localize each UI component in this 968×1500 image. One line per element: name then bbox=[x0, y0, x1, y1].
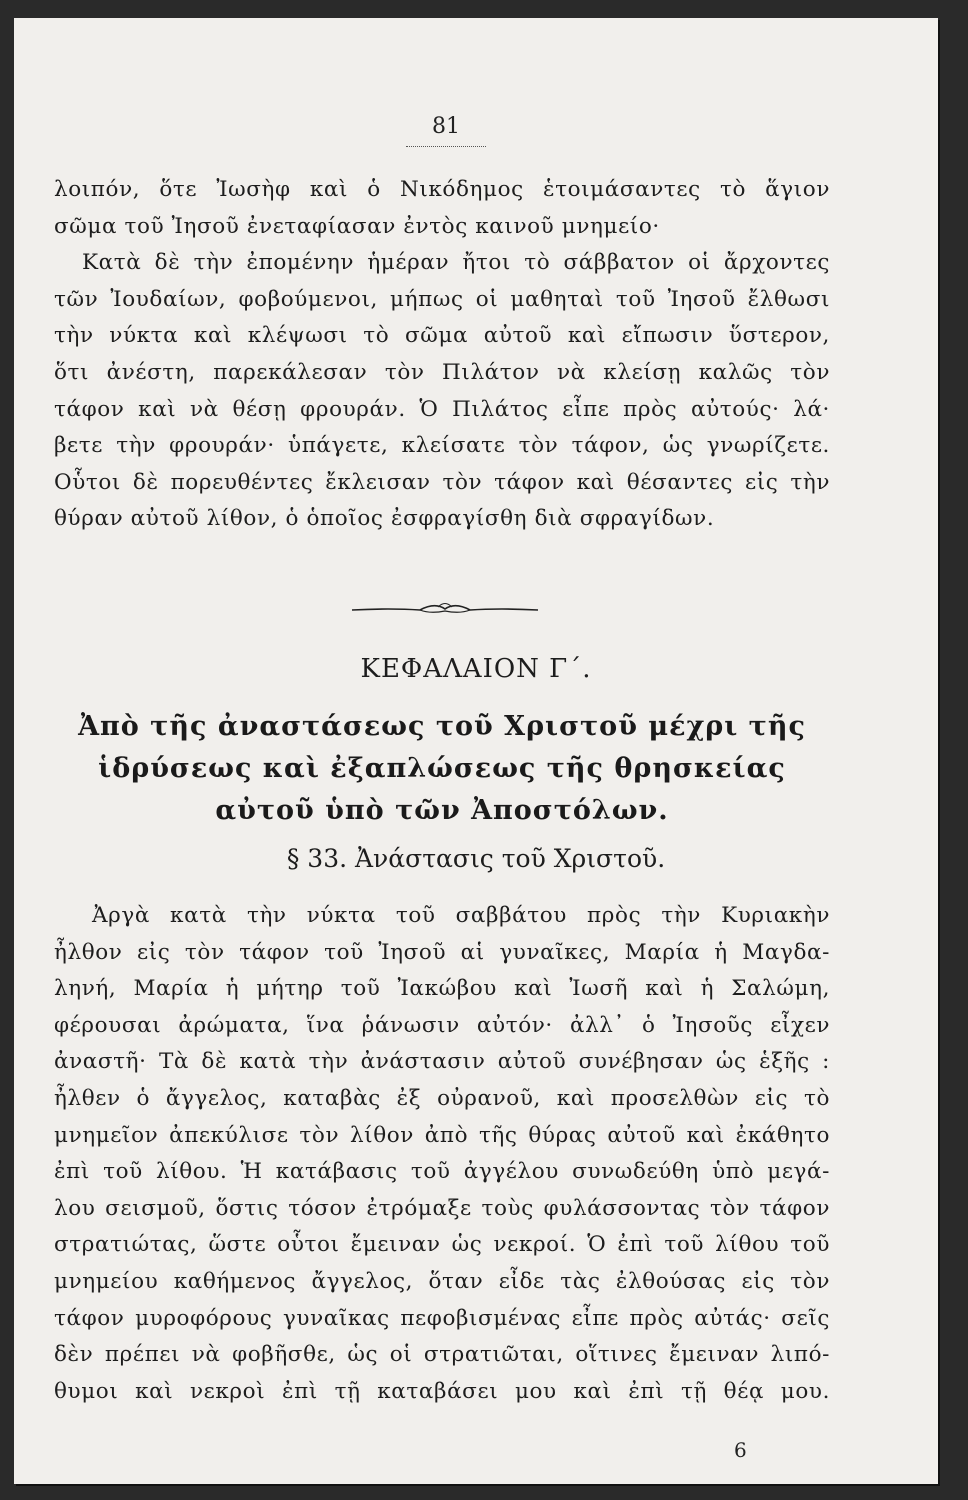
text-line: μνημεῖον ἀπεκύλισε τὸν λίθον ἀπὸ τῆς θύρας αὐτοῦ καὶ ἐκάθητο bbox=[54, 1122, 830, 1148]
opening-paragraphs bbox=[54, 172, 830, 538]
text-line: τὴν νύκτα καὶ κλέψωσι τὸ σῶμα αὐτοῦ καὶ εἴπωσιν ὕστερον, bbox=[54, 323, 830, 349]
book-page bbox=[14, 18, 938, 1484]
text-line: ἦλθεν ὁ ἄγγελος, καταβὰς ἐξ οὐρανοῦ, καὶ προσελθὼν εἰς τὸ bbox=[54, 1085, 830, 1111]
chapter-title-line: αὐτοῦ ὑπὸ τῶν Ἀποστόλων. bbox=[215, 795, 669, 826]
text-line: θύραν αὐτοῦ λίθον, ὁ ὁποῖος ἐσφραγίσθη διὰ σφραγίδων. bbox=[54, 506, 715, 532]
text-line: ἐπὶ τοῦ λίθου. Ἡ κατάβασις τοῦ ἀγγέλου συνωδεύθη ὑπὸ μεγά- bbox=[54, 1159, 830, 1185]
page-number: 81 bbox=[432, 114, 460, 139]
text-line: φέρουσαι ἀρώματα, ἵνα ῥάνωσιν αὐτόν· ἀλλ᾽ ὁ Ἰησοῦς εἶχεν bbox=[54, 1012, 830, 1038]
text-line: ἦλθον εἰς τὸν τάφον τοῦ Ἰησοῦ αἱ γυναῖκες, Μαρία ἡ Μαγδα- bbox=[54, 939, 830, 965]
chapter-title bbox=[54, 706, 830, 832]
page-number-rule bbox=[406, 146, 486, 147]
chapter-title-line: Ἀπὸ τῆς ἀναστάσεως τοῦ Χριστοῦ μέχρι τῆς bbox=[78, 711, 806, 742]
text-line: ἀναστῆ· Τὰ δὲ κατὰ τὴν ἀνάστασιν αὐτοῦ συνέβησαν ὡς ἑξῆς : bbox=[54, 1049, 830, 1075]
text-line: σῶμα τοῦ Ἰησοῦ ἐνεταφίασαν ἐντὸς καινοῦ μνημείο· bbox=[54, 213, 660, 239]
ornamental-divider bbox=[350, 598, 540, 620]
text-line: Κατὰ δὲ τὴν ἐπομένην ἡμέραν ἤτοι τὸ σάββατον οἱ ἄρχοντες bbox=[82, 250, 830, 276]
text-line: τῶν Ἰουδαίων, φοβούμενοι, μήπως οἱ μαθηταὶ τοῦ Ἰησοῦ ἔλθωσι bbox=[54, 286, 830, 312]
text-line: μνημείου καθήμενος ἄγγελος, ὅταν εἶδε τὰς ἐλθούσας εἰς τὸν bbox=[54, 1268, 830, 1294]
text-line: λου σεισμοῦ, ὅστις τόσον ἐτρόμαξε τοὺς φυλάσσοντας τὸν τάφον bbox=[54, 1195, 830, 1221]
chapter-label: ΚΕΦΑΛΑΙΟΝ Γ΄. bbox=[360, 654, 592, 684]
text-line: θυμοι καὶ νεκροὶ ἐπὶ τῇ καταβάσει μου καὶ ἐπὶ τῇ θέᾳ μου. bbox=[54, 1378, 830, 1404]
text-line: στρατιώτας, ὥστε οὗτοι ἔμειναν ὡς νεκροί. Ὁ ἐπὶ τοῦ λίθου τοῦ bbox=[54, 1232, 830, 1258]
text-line: ληνή, Μαρία ἡ μήτηρ τοῦ Ἰακώβου καὶ Ἰωσῆ καὶ ἡ Σαλώμη, bbox=[54, 976, 830, 1002]
section-body bbox=[54, 898, 830, 1410]
text-line: τάφον μυροφόρους γυναῖκας πεφοβισμένας εἶπε πρὸς αὐτάς· σεῖς bbox=[54, 1305, 830, 1331]
text-line: Οὗτοι δὲ πορευθέντες ἔκλεισαν τὸν τάφον καὶ θέσαντες εἰς τὴν bbox=[54, 469, 830, 495]
text-line: Ἀργὰ κατὰ τὴν νύκτα τοῦ σαββάτου πρὸς τὴν Κυριακὴν bbox=[92, 903, 830, 928]
text-line: ὅτι ἀνέστη, παρεκάλεσαν τὸν Πιλάτον νὰ κλείσῃ καλῶς τὸν bbox=[54, 359, 830, 385]
section-heading: § 33. Ἀνάστασις τοῦ Χριστοῦ. bbox=[286, 844, 666, 873]
chapter-title-line: ἱδρύσεως καὶ ἐξαπλώσεως τῆς θρησκείας bbox=[98, 753, 786, 784]
text-line: δὲν πρέπει νὰ φοβῆσθε, ὡς οἱ στρατιῶται, οἵτινες ἔμειναν λιπό- bbox=[54, 1342, 830, 1368]
signature-mark: 6 bbox=[734, 1438, 747, 1462]
text-line: βετε τὴν φρουράν· ὑπάγετε, κλείσατε τὸν τάφον, ὡς γνωρίζετε. bbox=[54, 433, 830, 459]
text-line: τάφον καὶ νὰ θέσῃ φρουράν. Ὁ Πιλάτος εἶπε πρὸς αὐτούς· λά· bbox=[54, 396, 830, 422]
text-line: λοιπόν, ὅτε Ἰωσὴφ καὶ ὁ Νικόδημος ἑτοιμάσαντες τὸ ἅγιον bbox=[54, 177, 830, 202]
